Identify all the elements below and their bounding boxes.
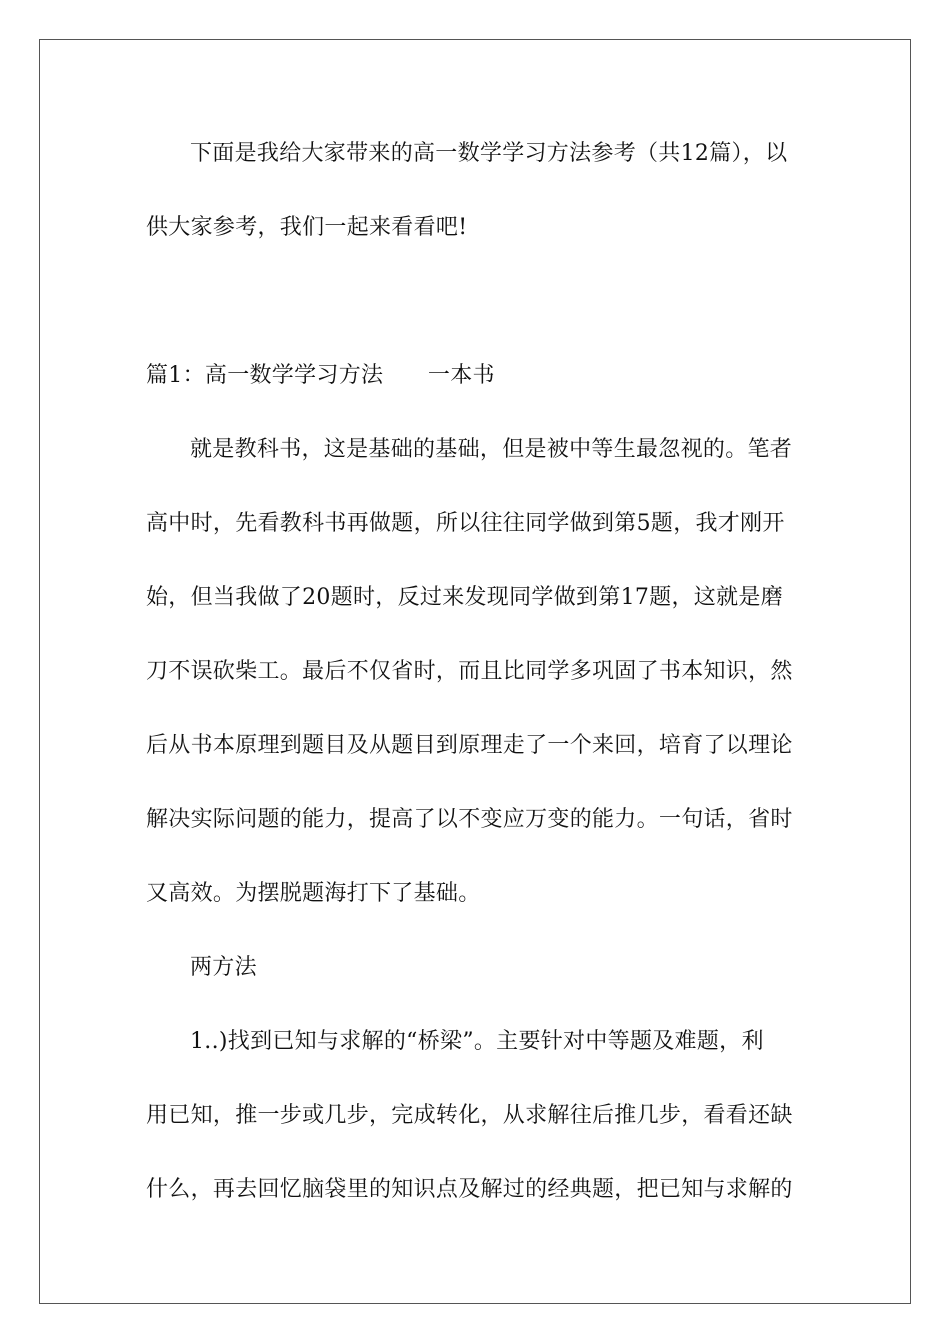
paragraph-line: 后从书本原理到题目及从题目到原理走了一个来回，培育了以理论 xyxy=(146,733,793,758)
intro-line-2: 供大家参考，我们一起来看看吧! xyxy=(146,215,468,240)
paragraph-line: 又高效。为摆脱题海打下了基础。 xyxy=(146,881,481,906)
paragraph-line: 就是教科书，这是基础的基础，但是被中等生最忽视的。笔者 xyxy=(190,437,793,462)
paragraph-line: 什么，再去回忆脑袋里的知识点及解过的经典题，把已知与求解的 xyxy=(146,1177,793,1202)
paragraph-line: 高中时，先看教科书再做题，所以往往同学做到第5题，我才刚开 xyxy=(146,511,785,536)
subheading: 两方法 xyxy=(190,955,257,980)
paragraph-line: 用已知，推一步或几步，完成转化，从求解往后推几步，看看还缺 xyxy=(146,1103,793,1128)
paragraph-line: 始，但当我做了20题时，反过来发现同学做到第17题，这就是磨 xyxy=(146,585,783,610)
intro-line-1: 下面是我给大家带来的高一数学学习方法参考（共12篇），以 xyxy=(190,141,788,166)
paragraph-line: 解决实际问题的能力，提高了以不变应万变的能力。一句话，省时 xyxy=(146,807,793,832)
paragraph-line: 1..)找到已知与求解的“桥梁”。主要针对中等题及难题，利 xyxy=(190,1029,764,1054)
paragraph-line: 刀不误砍柴工。最后不仅省时，而且比同学多巩固了书本知识，然 xyxy=(146,659,793,684)
section-heading: 篇1：高一数学学习方法 一本书 xyxy=(146,363,495,388)
